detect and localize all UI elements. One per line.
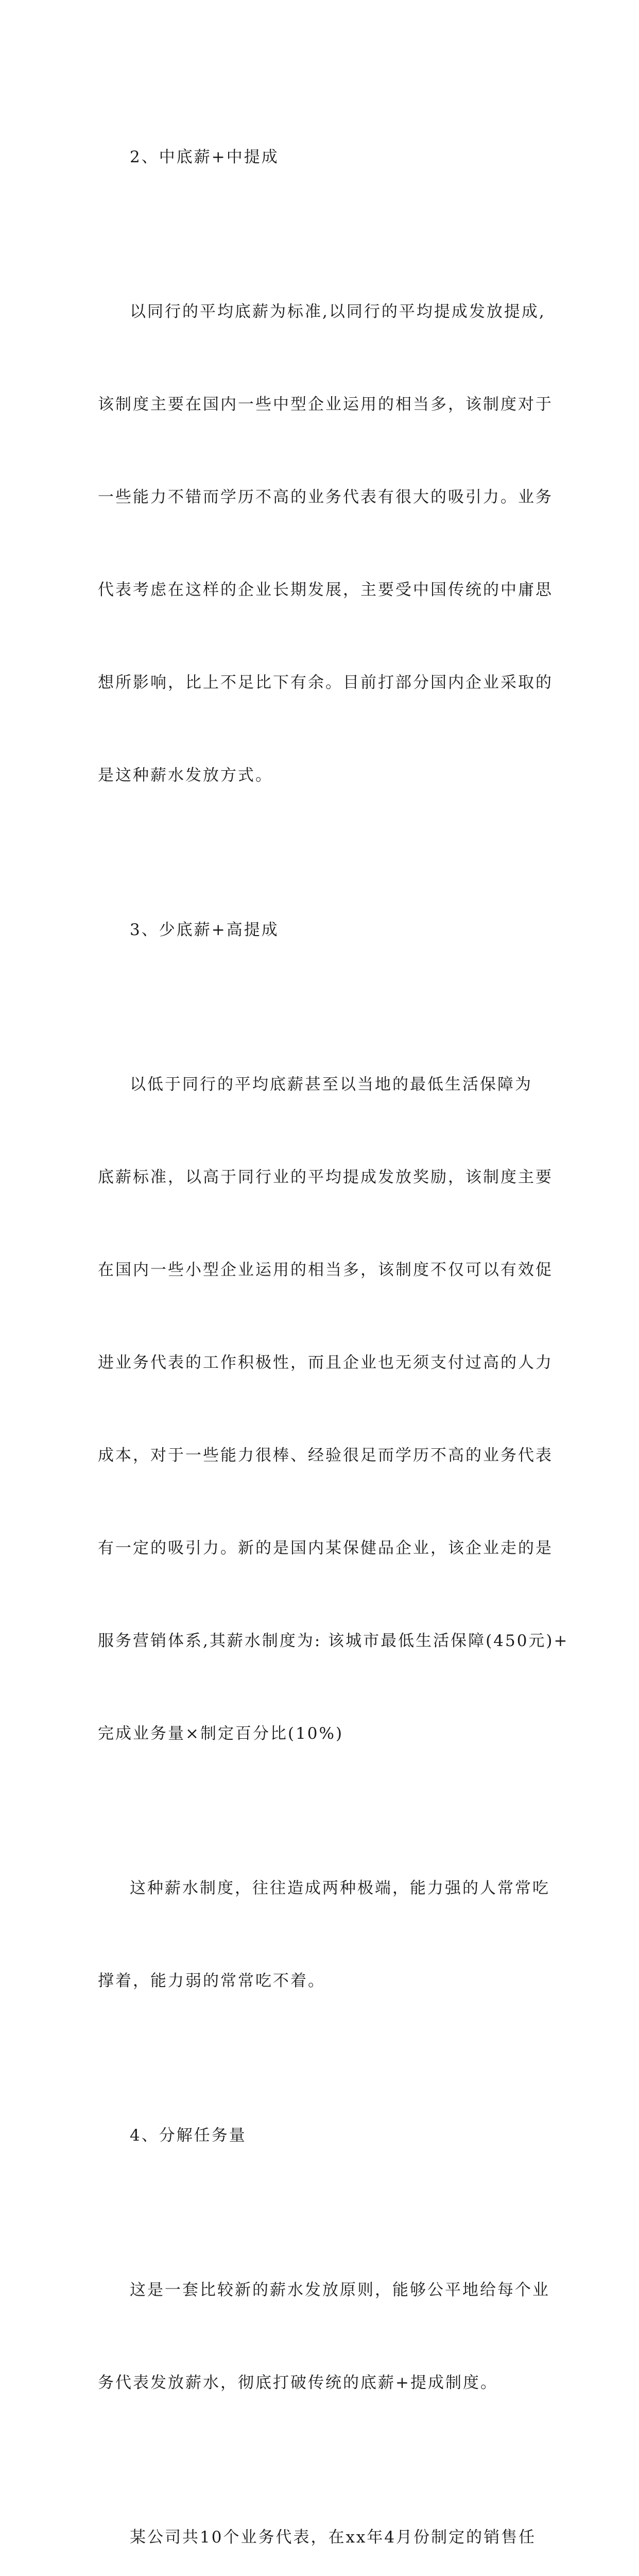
paragraph: [98, 234, 561, 853]
paragraph: [98, 2460, 561, 2576]
text-line: 完成业务量×制定百分比(10%): [98, 1724, 344, 1743]
text-line: 以同行的平均底薪为标准,以同行的平均提成发放提成,: [130, 302, 546, 321]
text-line: 底薪标准，以高于同行业的平均提成发放奖励，该制度主要: [98, 1168, 553, 1187]
text-line: 4、分解任务量: [130, 2126, 247, 2145]
text-line: 进业务代表的工作积极性，而且企业也无须支付过高的人力: [98, 1353, 553, 1372]
text-line: 3、少底薪+高提成: [130, 921, 279, 939]
paragraph: [98, 2213, 561, 2460]
text-line: 想所影响，比上不足比下有余。目前打部分国内企业采取的: [98, 673, 553, 692]
section-heading-4: [98, 2058, 561, 2213]
text-line: 是这种薪水发放方式。: [98, 766, 273, 785]
text-line: 一些能力不错而学历不高的业务代表有很大的吸引力。业务: [98, 488, 553, 506]
text-line: 这种薪水制度，往往造成两种极端，能力强的人常常吃: [130, 1879, 550, 1897]
text-line: 该制度主要在国内一些中型企业运用的相当多，该制度对于: [98, 395, 553, 414]
text-line: 2、中底薪+中提成: [130, 148, 279, 166]
document-body: [98, 80, 569, 2576]
text-line: 成本，对于一些能力很棒、经验很足而学历不高的业务代表: [98, 1446, 553, 1465]
text-line: 服务营销体系,其薪水制度为: 该城市最低生活保障(450元)+: [98, 1632, 569, 1650]
section-heading-3: [98, 853, 561, 1007]
paragraph: [98, 1811, 561, 2058]
text-line: 某公司共10个业务代表，在xx年4月份制定的销售任: [130, 2528, 537, 2547]
paragraph: [98, 1007, 569, 1811]
text-line: 在国内一些小型企业运用的相当多，该制度不仅可以有效促: [98, 1261, 553, 1279]
text-line: 以低于同行的平均底薪甚至以当地的最低生活保障为: [130, 1075, 532, 1094]
text-line: 这是一套比较新的薪水发放原则，能够公平地给每个业: [130, 2281, 550, 2299]
text-line: 有一定的吸引力。新的是国内某保健品企业，该企业走的是: [98, 1539, 553, 1557]
text-line: 代表考虑在这样的企业长期发展，主要受中国传统的中庸思: [98, 581, 553, 599]
text-line: 务代表发放薪水，彻底打破传统的底薪+提成制度。: [98, 2374, 498, 2392]
section-heading-2: [98, 80, 561, 234]
text-line: 撑着，能力弱的常常吃不着。: [98, 1972, 325, 1990]
